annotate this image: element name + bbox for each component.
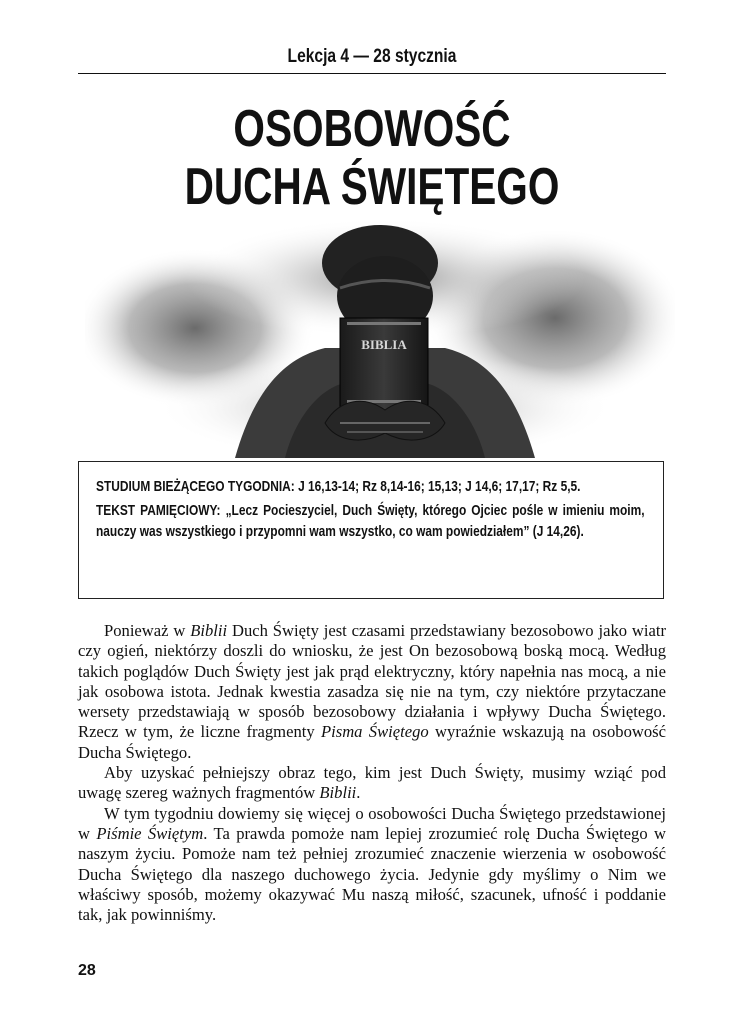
header-divider: [78, 73, 666, 74]
page-number: 28: [78, 962, 96, 979]
body-paragraph-1: Ponieważ w Biblii Duch Święty jest czasami przedstawiany bezosobowo jako wiatr czy ogień, niektórzy doszli do wniosku, że jest On bezosobową boską mocą. Według takich poglądów Duch Święty jest jak prąd elektryczny, który napełnia nas mocą, a nie jak osobowa istota. Jednak kwestia zasadza się nie na tym, czy niektóre przytaczane wersety przedstawiają w sposób bezosobowy działania i wpływy Ducha Świętego. Rzecz w tym, że liczne fragmenty Pisma Świętego wyraźnie wskazują na osobowość Ducha Świętego.: [78, 621, 667, 762]
body-paragraph-2: Aby uzyskać pełniejszy obraz tego, kim jest Duch Święty, musimy wziąć pod uwagę szereg ważnych fragmentów Biblii.: [78, 763, 666, 803]
study-info-box: [78, 461, 664, 599]
title-line-1: OSOBOWOŚĆ: [233, 100, 511, 158]
italic-biblii: Biblii: [319, 783, 357, 803]
lesson-header: Lekcja 4 — 28 stycznia: [287, 46, 457, 67]
memory-text-paragraph: [96, 500, 645, 542]
italic-pismie-swietym: Piśmie Świętym: [96, 823, 204, 843]
body-paragraph-3: W tym tygodniu dowiemy się więcej o osobowości Ducha Świętego przedstawionej w Piśmie Świętym. Ta prawda pomoże nam lepiej zrozumieć rolę Ducha Świętego w naszym życiu. Pomoże nam też pełniej zrozumieć znaczenie wierzenia w osobowość Ducha Świętego dla naszego duchowego życia. Jedynie gdy myślimy o Nim we właściwy sposób, możemy okazywać Mu naszą miłość, szacunek, ufność i poddanie tak, jak powinniśmy.: [78, 803, 666, 925]
weekly-study-label: STUDIUM BIEŻĄCEGO TYGODNIA:: [96, 478, 295, 495]
italic-pisma-swietego: Pisma Świętego: [320, 722, 429, 742]
body-text: [78, 621, 666, 925]
praying-man-illustration: [85, 218, 675, 458]
study-text: [96, 476, 645, 545]
weekly-study-refs: J 16,13-14; Rz 8,14-16; 15,13; J 14,6; 17,17; Rz 5,5.: [298, 478, 581, 495]
memory-text-quote: „Lecz Pocieszyciel, Duch Święty, którego Ojciec pośle w imieniu moim, nauczy was wszystkiego i przypomni wam wszystko, co wam powiedziałem” (J 14,26).: [96, 502, 645, 540]
italic-biblia: Biblii: [190, 621, 228, 640]
weekly-study-paragraph: [96, 476, 645, 497]
memory-text-label: TEKST PAMIĘCIOWY:: [96, 502, 221, 519]
page-title: [78, 100, 666, 216]
title-line-2: DUCHA ŚWIĘTEGO: [184, 158, 560, 216]
bible-book-label: BIBLIA: [361, 337, 407, 352]
